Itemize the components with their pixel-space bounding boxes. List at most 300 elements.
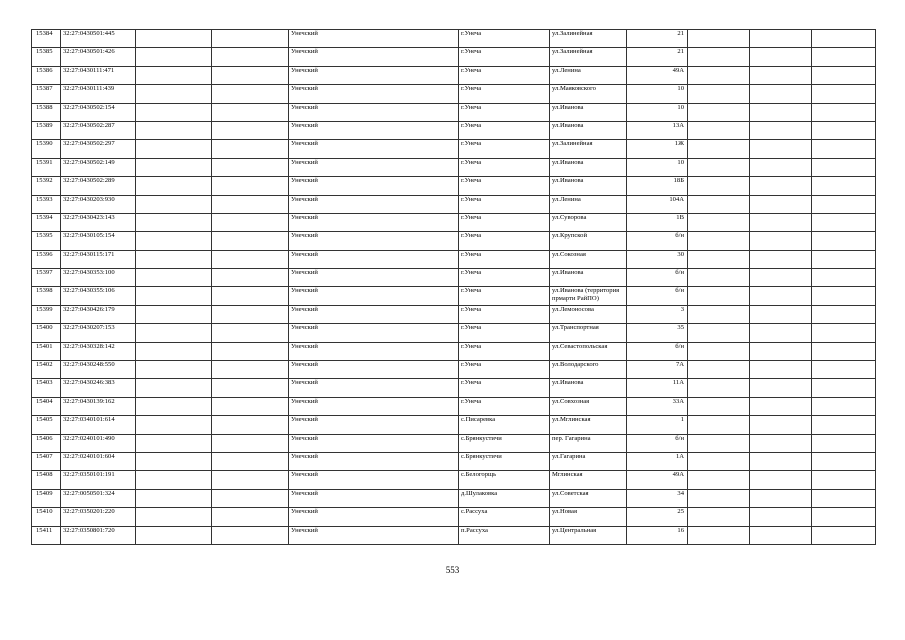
empty-cell xyxy=(812,103,876,121)
table-row xyxy=(32,48,876,66)
district: Унечский xyxy=(289,103,459,121)
empty-cell xyxy=(812,177,876,195)
table-row xyxy=(32,103,876,121)
empty-cell xyxy=(812,269,876,287)
row-number: 15390 xyxy=(32,140,61,158)
empty-cell xyxy=(688,508,750,526)
cadastral-number: 32:27:0430111:471 xyxy=(61,66,136,84)
table-row xyxy=(32,452,876,470)
row-number: 15395 xyxy=(32,232,61,250)
empty-cell xyxy=(750,416,812,434)
table-row xyxy=(32,85,876,103)
street: ул.Иванова xyxy=(550,177,627,195)
district: Унечский xyxy=(289,508,459,526)
empty-cell xyxy=(136,66,212,84)
house-number: 34 xyxy=(627,489,688,507)
table-row xyxy=(32,489,876,507)
empty-cell xyxy=(750,342,812,360)
empty-cell xyxy=(812,140,876,158)
row-number: 15391 xyxy=(32,158,61,176)
locality: с.Писаревка xyxy=(459,416,550,434)
house-number: б/н xyxy=(627,232,688,250)
district: Унечский xyxy=(289,85,459,103)
house-number: 16 xyxy=(627,526,688,544)
house-number: 21 xyxy=(627,48,688,66)
street: ул.Иванова xyxy=(550,158,627,176)
empty-cell xyxy=(750,471,812,489)
street: ул.Ленина xyxy=(550,66,627,84)
locality: с.Брянкустичи xyxy=(459,434,550,452)
empty-cell xyxy=(136,250,212,268)
empty-cell xyxy=(750,434,812,452)
empty-cell xyxy=(136,213,212,231)
street: ул.Володарского xyxy=(550,361,627,379)
house-number: 1В xyxy=(627,213,688,231)
empty-cell xyxy=(750,48,812,66)
house-number: 10 xyxy=(627,103,688,121)
table-row xyxy=(32,508,876,526)
empty-cell xyxy=(688,250,750,268)
empty-cell xyxy=(136,342,212,360)
cadastral-number: 32:27:0430426:179 xyxy=(61,305,136,323)
empty-cell xyxy=(136,103,212,121)
row-number: 15398 xyxy=(32,287,61,305)
locality: д.Шулаковка xyxy=(459,489,550,507)
cadastral-number: 32:27:0240101:490 xyxy=(61,434,136,452)
cadastral-number: 32:27:0430111:439 xyxy=(61,85,136,103)
cadastral-number: 32:27:0430328:142 xyxy=(61,342,136,360)
empty-cell xyxy=(812,489,876,507)
district: Унечский xyxy=(289,213,459,231)
house-number: 1 xyxy=(627,416,688,434)
table-row xyxy=(32,287,876,305)
empty-cell xyxy=(750,66,812,84)
table-row xyxy=(32,269,876,287)
locality: г.Унеча xyxy=(459,232,550,250)
empty-cell xyxy=(136,177,212,195)
district: Унечский xyxy=(289,489,459,507)
empty-cell xyxy=(136,158,212,176)
cadastral-number: 32:27:0240101:604 xyxy=(61,452,136,470)
empty-cell xyxy=(688,434,750,452)
row-number: 15400 xyxy=(32,324,61,342)
empty-cell xyxy=(212,324,289,342)
row-number: 15397 xyxy=(32,269,61,287)
district: Унечский xyxy=(289,30,459,48)
street: ул.Мглинская xyxy=(550,416,627,434)
empty-cell xyxy=(212,269,289,287)
empty-cell xyxy=(750,103,812,121)
row-number: 15399 xyxy=(32,305,61,323)
locality: г.Унеча xyxy=(459,30,550,48)
cadastral-number: 32:27:0430207:153 xyxy=(61,324,136,342)
street: ул.Севастопольская xyxy=(550,342,627,360)
empty-cell xyxy=(812,158,876,176)
house-number: б/н xyxy=(627,434,688,452)
street: ул.Крупской xyxy=(550,232,627,250)
cadastral-number: 32:27:0350801:720 xyxy=(61,526,136,544)
empty-cell xyxy=(212,379,289,397)
table-row xyxy=(32,213,876,231)
street: ул.Советская xyxy=(550,489,627,507)
locality: с.Рассуха xyxy=(459,508,550,526)
street: ул.Центральная xyxy=(550,526,627,544)
street: ул.Залинейная xyxy=(550,48,627,66)
cadastral-number: 32:27:0430355:106 xyxy=(61,287,136,305)
district: Унечский xyxy=(289,158,459,176)
empty-cell xyxy=(212,103,289,121)
table-row xyxy=(32,140,876,158)
locality: г.Унеча xyxy=(459,342,550,360)
row-number: 15392 xyxy=(32,177,61,195)
street: ул.Маяковского xyxy=(550,85,627,103)
empty-cell xyxy=(812,526,876,544)
empty-cell xyxy=(212,213,289,231)
empty-cell xyxy=(136,416,212,434)
cadastral-number: 32:27:0430502:154 xyxy=(61,103,136,121)
street: ул.Новая xyxy=(550,508,627,526)
district: Унечский xyxy=(289,379,459,397)
house-number: 33А xyxy=(627,397,688,415)
street: ул.Иванова xyxy=(550,121,627,139)
empty-cell xyxy=(750,195,812,213)
row-number: 15410 xyxy=(32,508,61,526)
empty-cell xyxy=(688,489,750,507)
cadastral-number: 32:27:0050501:324 xyxy=(61,489,136,507)
empty-cell xyxy=(812,434,876,452)
empty-cell xyxy=(750,324,812,342)
district: Унечский xyxy=(289,397,459,415)
empty-cell xyxy=(136,30,212,48)
table-row xyxy=(32,416,876,434)
empty-cell xyxy=(136,452,212,470)
district: Унечский xyxy=(289,324,459,342)
empty-cell xyxy=(750,526,812,544)
house-number: 1Ж xyxy=(627,140,688,158)
locality: с.Брянкустичи xyxy=(459,452,550,470)
cadastral-number: 32:27:0430246:383 xyxy=(61,379,136,397)
empty-cell xyxy=(212,361,289,379)
empty-cell xyxy=(212,66,289,84)
cadastral-number: 32:27:0430203:930 xyxy=(61,195,136,213)
street: ул.Ленина xyxy=(550,195,627,213)
district: Унечский xyxy=(289,48,459,66)
house-number: 10 xyxy=(627,85,688,103)
district: Унечский xyxy=(289,287,459,305)
cadastral-number: 32:27:0430502:287 xyxy=(61,121,136,139)
empty-cell xyxy=(750,508,812,526)
empty-cell xyxy=(812,324,876,342)
empty-cell xyxy=(688,269,750,287)
empty-cell xyxy=(812,30,876,48)
registry-table xyxy=(31,29,876,545)
empty-cell xyxy=(212,471,289,489)
empty-cell xyxy=(136,489,212,507)
empty-cell xyxy=(212,342,289,360)
empty-cell xyxy=(212,287,289,305)
empty-cell xyxy=(136,140,212,158)
cadastral-number: 32:27:0430502:297 xyxy=(61,140,136,158)
cadastral-number: 32:27:0350201:220 xyxy=(61,508,136,526)
empty-cell xyxy=(688,361,750,379)
empty-cell xyxy=(812,232,876,250)
house-number: б/н xyxy=(627,342,688,360)
empty-cell xyxy=(212,121,289,139)
district: Унечский xyxy=(289,121,459,139)
empty-cell xyxy=(688,103,750,121)
locality: г.Унеча xyxy=(459,250,550,268)
empty-cell xyxy=(136,324,212,342)
empty-cell xyxy=(812,342,876,360)
locality: г.Унеча xyxy=(459,397,550,415)
empty-cell xyxy=(750,30,812,48)
empty-cell xyxy=(812,471,876,489)
locality: г.Унеча xyxy=(459,85,550,103)
row-number: 15389 xyxy=(32,121,61,139)
house-number: 10 xyxy=(627,158,688,176)
table-row xyxy=(32,121,876,139)
row-number: 15386 xyxy=(32,66,61,84)
table-row xyxy=(32,397,876,415)
empty-cell xyxy=(750,379,812,397)
empty-cell xyxy=(688,158,750,176)
street: ул.Транспортная xyxy=(550,324,627,342)
cadastral-number: 32:27:0430248:550 xyxy=(61,361,136,379)
table-row xyxy=(32,66,876,84)
empty-cell xyxy=(212,48,289,66)
empty-cell xyxy=(750,489,812,507)
cadastral-number: 32:27:0430115:171 xyxy=(61,250,136,268)
empty-cell xyxy=(688,305,750,323)
locality: п.Рассуха xyxy=(459,526,550,544)
row-number: 15408 xyxy=(32,471,61,489)
empty-cell xyxy=(688,324,750,342)
house-number: б/н xyxy=(627,269,688,287)
street: ул.Иванова xyxy=(550,269,627,287)
district: Унечский xyxy=(289,232,459,250)
empty-cell xyxy=(812,121,876,139)
empty-cell xyxy=(750,121,812,139)
table-row xyxy=(32,158,876,176)
house-number: 7А xyxy=(627,361,688,379)
empty-cell xyxy=(688,48,750,66)
empty-cell xyxy=(812,452,876,470)
row-number: 15388 xyxy=(32,103,61,121)
street: ул.Залинейная xyxy=(550,30,627,48)
empty-cell xyxy=(212,85,289,103)
empty-cell xyxy=(212,30,289,48)
row-number: 15401 xyxy=(32,342,61,360)
street: ул.Иванова (территория прмарти РайПО) xyxy=(550,287,627,305)
house-number: 11А xyxy=(627,379,688,397)
cadastral-number: 32:27:0430502:149 xyxy=(61,158,136,176)
empty-cell xyxy=(136,48,212,66)
empty-cell xyxy=(136,232,212,250)
empty-cell xyxy=(212,195,289,213)
locality: г.Унеча xyxy=(459,158,550,176)
table-row xyxy=(32,232,876,250)
empty-cell xyxy=(750,85,812,103)
empty-cell xyxy=(136,269,212,287)
district: Унечский xyxy=(289,140,459,158)
row-number: 15384 xyxy=(32,30,61,48)
empty-cell xyxy=(750,269,812,287)
table-row xyxy=(32,30,876,48)
street: ул.Сокозная xyxy=(550,250,627,268)
empty-cell xyxy=(812,85,876,103)
cadastral-number: 32:27:0430501:426 xyxy=(61,48,136,66)
house-number: 21 xyxy=(627,30,688,48)
table-row xyxy=(32,526,876,544)
street: ул.Гагарина xyxy=(550,452,627,470)
row-number: 15396 xyxy=(32,250,61,268)
district: Унечский xyxy=(289,269,459,287)
table-row xyxy=(32,379,876,397)
district: Унечский xyxy=(289,195,459,213)
street: ул.Иванова xyxy=(550,103,627,121)
empty-cell xyxy=(750,452,812,470)
empty-cell xyxy=(688,287,750,305)
locality: г.Унеча xyxy=(459,305,550,323)
locality: г.Унеча xyxy=(459,66,550,84)
empty-cell xyxy=(750,250,812,268)
cadastral-number: 32:27:0340101:614 xyxy=(61,416,136,434)
empty-cell xyxy=(688,342,750,360)
locality: г.Унеча xyxy=(459,121,550,139)
empty-cell xyxy=(750,397,812,415)
empty-cell xyxy=(750,158,812,176)
locality: г.Унеча xyxy=(459,361,550,379)
empty-cell xyxy=(136,526,212,544)
table-row xyxy=(32,361,876,379)
page-number: 553 xyxy=(445,565,460,575)
row-number: 15409 xyxy=(32,489,61,507)
empty-cell xyxy=(812,66,876,84)
empty-cell xyxy=(812,213,876,231)
street: ул.Иванова xyxy=(550,379,627,397)
house-number: 13А xyxy=(627,121,688,139)
empty-cell xyxy=(812,48,876,66)
table-row xyxy=(32,324,876,342)
row-number: 15407 xyxy=(32,452,61,470)
locality: г.Унеча xyxy=(459,287,550,305)
empty-cell xyxy=(750,287,812,305)
locality: с.Белогорщь xyxy=(459,471,550,489)
district: Унечский xyxy=(289,526,459,544)
cadastral-number: 32:27:0430353:100 xyxy=(61,269,136,287)
empty-cell xyxy=(688,397,750,415)
locality: г.Унеча xyxy=(459,177,550,195)
row-number: 15406 xyxy=(32,434,61,452)
locality: г.Унеча xyxy=(459,324,550,342)
empty-cell xyxy=(812,361,876,379)
empty-cell xyxy=(212,416,289,434)
empty-cell xyxy=(688,232,750,250)
row-number: 15404 xyxy=(32,397,61,415)
locality: г.Унеча xyxy=(459,48,550,66)
empty-cell xyxy=(136,508,212,526)
house-number: 25 xyxy=(627,508,688,526)
empty-cell xyxy=(212,508,289,526)
row-number: 15405 xyxy=(32,416,61,434)
row-number: 15403 xyxy=(32,379,61,397)
empty-cell xyxy=(812,287,876,305)
district: Унечский xyxy=(289,66,459,84)
district: Унечский xyxy=(289,434,459,452)
table-row xyxy=(32,305,876,323)
empty-cell xyxy=(812,379,876,397)
empty-cell xyxy=(688,140,750,158)
empty-cell xyxy=(688,471,750,489)
empty-cell xyxy=(212,305,289,323)
empty-cell xyxy=(812,250,876,268)
empty-cell xyxy=(750,305,812,323)
cadastral-number: 32:27:0430139:162 xyxy=(61,397,136,415)
empty-cell xyxy=(136,397,212,415)
empty-cell xyxy=(688,85,750,103)
cadastral-number: 32:27:0430502:289 xyxy=(61,177,136,195)
cadastral-number: 32:27:0430501:445 xyxy=(61,30,136,48)
empty-cell xyxy=(750,177,812,195)
empty-cell xyxy=(688,213,750,231)
empty-cell xyxy=(136,471,212,489)
empty-cell xyxy=(212,140,289,158)
empty-cell xyxy=(688,452,750,470)
row-number: 15411 xyxy=(32,526,61,544)
locality: г.Унеча xyxy=(459,213,550,231)
row-number: 15402 xyxy=(32,361,61,379)
district: Унечский xyxy=(289,416,459,434)
locality: г.Унеча xyxy=(459,269,550,287)
house-number: 104А xyxy=(627,195,688,213)
empty-cell xyxy=(212,232,289,250)
house-number: 18Б xyxy=(627,177,688,195)
street: ул.Суворова xyxy=(550,213,627,231)
locality: г.Унеча xyxy=(459,379,550,397)
district: Унечский xyxy=(289,342,459,360)
street: ул.Лемоносова xyxy=(550,305,627,323)
empty-cell xyxy=(136,195,212,213)
empty-cell xyxy=(212,526,289,544)
district: Унечский xyxy=(289,452,459,470)
house-number: 35 xyxy=(627,324,688,342)
empty-cell xyxy=(688,177,750,195)
empty-cell xyxy=(812,305,876,323)
empty-cell xyxy=(212,158,289,176)
row-number: 15393 xyxy=(32,195,61,213)
district: Унечский xyxy=(289,305,459,323)
street: ул.Совхозная xyxy=(550,397,627,415)
empty-cell xyxy=(212,397,289,415)
table-row xyxy=(32,250,876,268)
table-row xyxy=(32,342,876,360)
cadastral-number: 32:27:0430105:154 xyxy=(61,232,136,250)
house-number: 3 xyxy=(627,305,688,323)
row-number: 15385 xyxy=(32,48,61,66)
empty-cell xyxy=(136,379,212,397)
locality: г.Унеча xyxy=(459,140,550,158)
empty-cell xyxy=(212,434,289,452)
empty-cell xyxy=(688,526,750,544)
street: пер. Гагарина xyxy=(550,434,627,452)
house-number: б/н xyxy=(627,287,688,305)
district: Унечский xyxy=(289,361,459,379)
empty-cell xyxy=(688,195,750,213)
table-row xyxy=(32,195,876,213)
empty-cell xyxy=(136,434,212,452)
empty-cell xyxy=(688,30,750,48)
district: Унечский xyxy=(289,471,459,489)
